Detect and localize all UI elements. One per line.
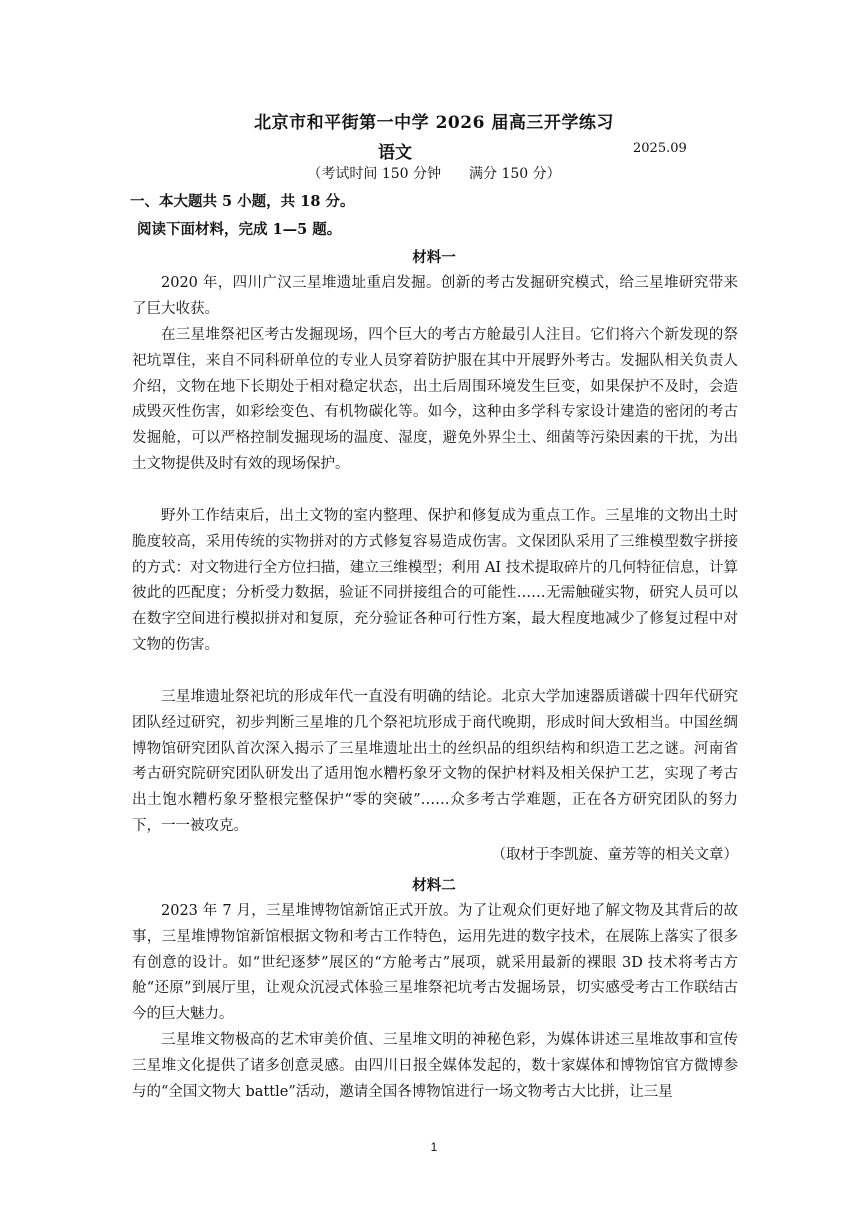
material-one-paragraph-3: 野外工作结束后，出土文物的室内整理、保护和修复成为重点工作。三星堆的文物出土时脆度较高，采用传统的实物拼对的方式修复容易造成伤害。文保团队采用了三维模型数字拼接的方式：对文物进行全方位扫描，建立三维模型；利用 AI 技术提取碎片的几何特征信息，计算彼此的匹配度；分析受力数据，验证不同拼接组合的可能性……无需触碰实物，研究人员可以在数字空间进行模拟拼对和复原，充分验证各种可行性方案，最大程度地减少了修复过程中对文物的伤害。: [132, 508, 738, 653]
material-two-heading: 材料二: [412, 877, 456, 894]
material-one-heading: 材料一: [412, 249, 456, 266]
section-title: 一、本大题共 5 小题，共 18 分。: [130, 193, 355, 210]
page-number: 1: [430, 1140, 438, 1154]
material-two-paragraph-2: 三星堆文物极高的艺术审美价值、三星堆文明的神秘色彩，为媒体讲述三星堆故事和宣传三星堆文化提供了诸多创意灵感。由四川日报全媒体发起的，数十家媒体和博物馆官方微博参与的“全国文物大 battle”活动，邀请全国各博物馆进行一场文物考古大比拼，让三星: [132, 1032, 738, 1100]
material-one-paragraph-1: 2020 年，四川广汉三星堆遗址重启发掘。创新的考古发掘研究模式，给三星堆研究带来了巨大收获。: [132, 275, 738, 317]
material-one-paragraph-4: 三星堆遗址祭祀坑的形成年代一直没有明确的结论。北京大学加速器质谱碳十四年代研究团队经过研究，初步判断三星堆的几个祭祀坑形成于商代晚期，形成时间大致相当。中国丝绸博物馆研究团队首次深入揭示了三星堆遗址出土的丝织品的组织结构和织造工艺之谜。河南省考古研究院研究团队研发出了适用饱水糟朽象牙文物的保护材料及相关保护工艺，实现了考古出土饱水糟朽象牙整根完整保护“零的突破”……众多考古学难题，正在各方研究团队的努力下，一一被攻克。: [132, 689, 738, 834]
exam-date: 2025.09: [633, 141, 687, 156]
material-one-paragraph-2: 在三星堆祭祀区考古发掘现场，四个巨大的考古方舱最引人注目。它们将六个新发现的祭祀坑罩住，来自不同科研单位的专业人员穿着防护服在其中开展野外考古。发掘队相关负责人介绍，文物在地下长期处于相对稳定状态，出土后周围环境发生巨变，如果保护不及时，会造成毁灭性伤害，如彩绘变色、有机物碳化等。如今，这种由多学科专家设计建造的密闭的考古发掘舱，可以严格控制发掘现场的温度、湿度，避免外界尘土、细菌等污染因素的干扰，为出土文物提供及时有效的现场保护。: [132, 327, 738, 472]
material-two-paragraph-1: 2023 年 7 月，三星堆博物馆新馆正式开放。为了让观众们更好地了解文物及其背后的故事，三星堆博物馆新馆根据文物和考古工作特色，运用先进的数字技术，在展陈上落实了很多有创意的设计。如“世纪逐梦”展区的“方舱考古”展项，就采用最新的裸眼 3D 技术将考古方舱“还原”到展厅里，让观众沉浸式体验三星堆祭祀坑考古发掘场景，切实感受考古工作联结古今的巨大魅力。: [132, 903, 738, 1023]
document-title: 北京市和平街第一中学 2026 届高三开学练习: [254, 113, 614, 133]
subject-label: 语文: [378, 143, 412, 163]
material-one-source: （取材于李凯旋、童芳等的相关文章）: [491, 847, 738, 863]
section-instruction: 阅读下面材料，完成 1—5 题。: [137, 221, 342, 238]
exam-info: （考试时间 150 分钟 满分 150 分）: [307, 166, 561, 182]
